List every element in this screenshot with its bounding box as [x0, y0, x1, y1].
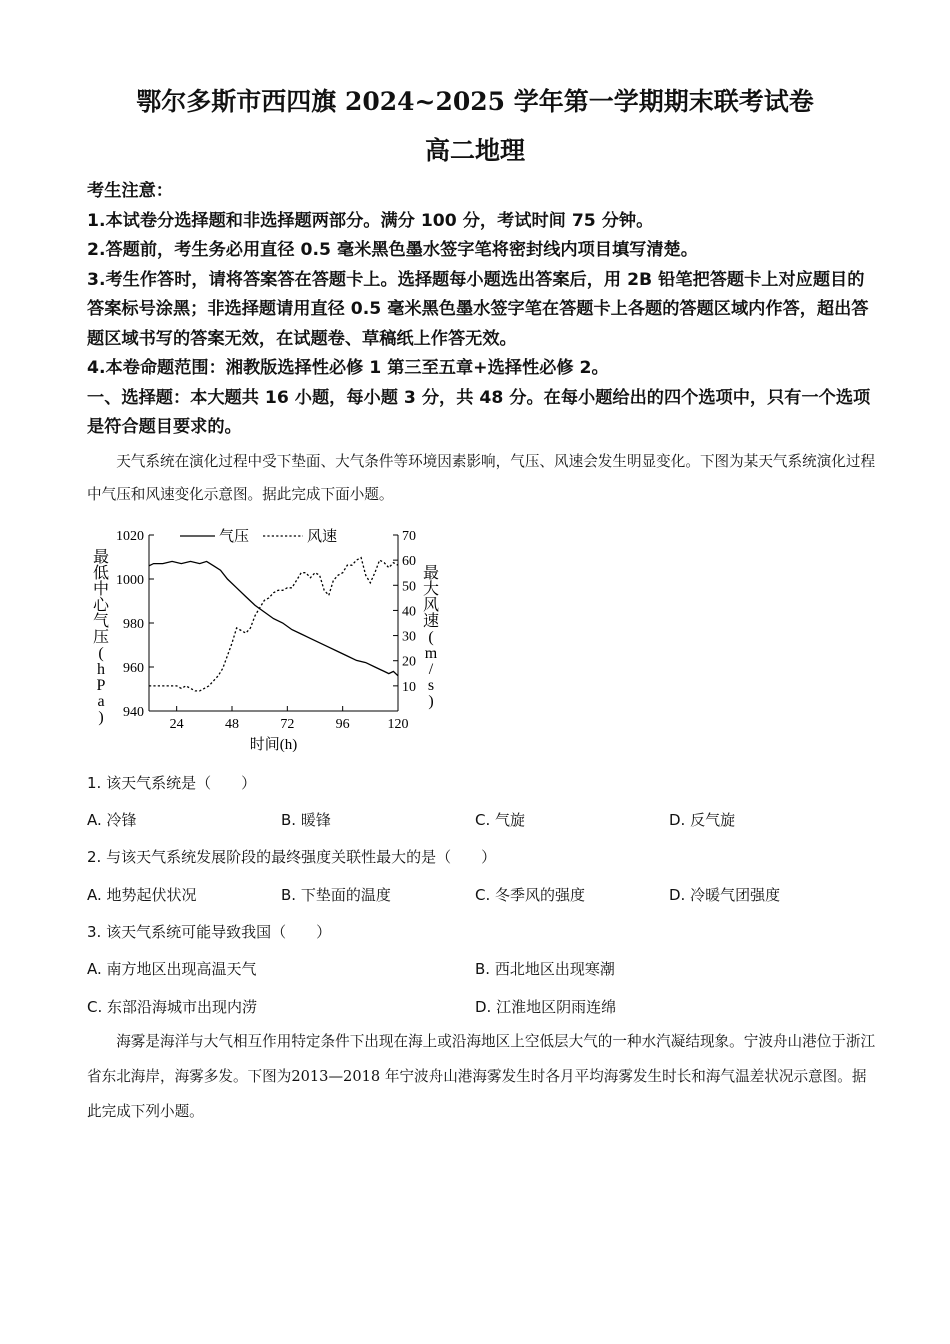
y2-axis-title: 最大风速( m / s )	[422, 565, 440, 710]
subject-title: 高二地理	[424, 136, 525, 165]
y-tick-label: 980	[123, 617, 144, 632]
exam-notice	[87, 177, 877, 443]
x-tick-label: 24	[169, 717, 184, 732]
x-tick-label: 72	[280, 717, 295, 732]
pressure-line	[149, 561, 398, 675]
q3-option-d[interactable]: D. 江淮地区阴雨连绵	[475, 998, 617, 1016]
q3-option-c[interactable]: C. 东部沿海城市出现内涝	[87, 998, 258, 1016]
y2-tick-label: 10	[402, 679, 416, 695]
exam-title: 鄂尔多斯市西四旗 2024~2025 学年第一学期期末联考试卷	[136, 87, 814, 116]
legend-pressure-label: 气压	[219, 529, 250, 545]
y2-tick-label: 70	[402, 529, 416, 544]
legend-wind-label: 风速	[307, 529, 338, 545]
q2-option-b[interactable]: B. 下垫面的温度	[281, 886, 391, 904]
chart-lines	[149, 558, 398, 691]
x-axis-title: 时间(h)	[249, 737, 298, 753]
passage-1: 天气系统在演化过程中受下垫面、大气条件等环境因素影响，气压、风速会发生明显变化。下图为某天气系统演化过程中气压和风速变化示意图。据此完成下面小题。	[87, 453, 876, 503]
x-tick-label: 48	[225, 717, 239, 732]
y-tick-label: 1000	[116, 573, 144, 588]
y-tick-label: 1020	[116, 529, 144, 544]
x-tick-label: 120	[387, 717, 409, 732]
wind-speed-line	[149, 558, 398, 691]
notice-item: 1.本试卷分选择题和非选择题两部分。满分 100 分，考试时间 75 分钟。	[87, 210, 654, 231]
y-axis-title: 最低中心气压( h P a )	[92, 549, 110, 726]
q1-option-d[interactable]: D. 反气旋	[669, 811, 736, 829]
q2-option-c[interactable]: C. 冬季风的强度	[475, 886, 586, 904]
q1-option-c[interactable]: C. 气旋	[475, 811, 526, 829]
x-tick-label: 96	[335, 717, 350, 732]
y-tick-label: 940	[123, 705, 144, 720]
passage-2: 海雾是海洋与大气相互作用特定条件下出现在海上或沿海地区上空低层大气的一种水汽凝结现象。宁波舟山港位于浙江省东北海岸，海雾多发。下图为2013—2018 年宁波舟山港海雾发生时各月平均海雾发生时长和海气温差状况示意图。据此完成下列小题。	[87, 1033, 876, 1120]
question-3: 3. 该天气系统可能导致我国（ ）	[87, 923, 332, 941]
notice-item: 3.考生作答时，请将答案答在答题卡上。选择题每小题选出答案后，用 2B 铅笔把答题卡上对应题目的答案标号涂黑；非选择题请用直径 0.5 毫米黑色墨水签字笔在答题卡上各题的答题区域内作答，超出答题区域书写的答案无效，在试题卷、草稿纸上作答无效。	[87, 269, 869, 349]
chart-ticks	[116, 529, 416, 732]
q2-option-a[interactable]: A. 地势起伏状况	[87, 886, 197, 904]
y2-tick-label: 30	[402, 629, 416, 645]
q3-option-b[interactable]: B. 西北地区出现寒潮	[475, 960, 615, 978]
q2-option-d[interactable]: D. 冷暖气团强度	[669, 886, 781, 904]
y2-tick-label: 20	[402, 654, 416, 670]
notice-heading: 考生注意：	[87, 181, 173, 201]
notice-item: 2.答题前，考生务必用直径 0.5 毫米黑色墨水签字笔将密封线内项目填写清楚。	[87, 240, 698, 260]
question-2: 2. 与该天气系统发展阶段的最终强度关联性最大的是（ ）	[87, 848, 497, 866]
q1-option-b[interactable]: B. 暖锋	[281, 811, 331, 829]
y-tick-label: 960	[123, 661, 144, 676]
pressure-wind-chart	[85, 520, 445, 755]
section-heading: 一、选择题：本大题共 16 小题，每小题 3 分，共 48 分。在每小题给出的四个选项中，只有一个选项是符合题目要求的。	[87, 387, 871, 437]
y2-tick-label: 50	[402, 579, 416, 595]
q1-option-a[interactable]: A. 冷锋	[87, 811, 137, 829]
q3-option-a[interactable]: A. 南方地区出现高温天气	[87, 960, 257, 978]
question-1: 1. 该天气系统是（ ）	[87, 774, 257, 792]
y2-tick-label: 60	[402, 554, 416, 570]
notice-item: 4.本卷命题范围：湘教版选择性必修 1 第三至五章+选择性必修 2。	[87, 358, 609, 378]
y2-tick-label: 40	[402, 604, 416, 620]
chart-axes	[149, 535, 398, 711]
